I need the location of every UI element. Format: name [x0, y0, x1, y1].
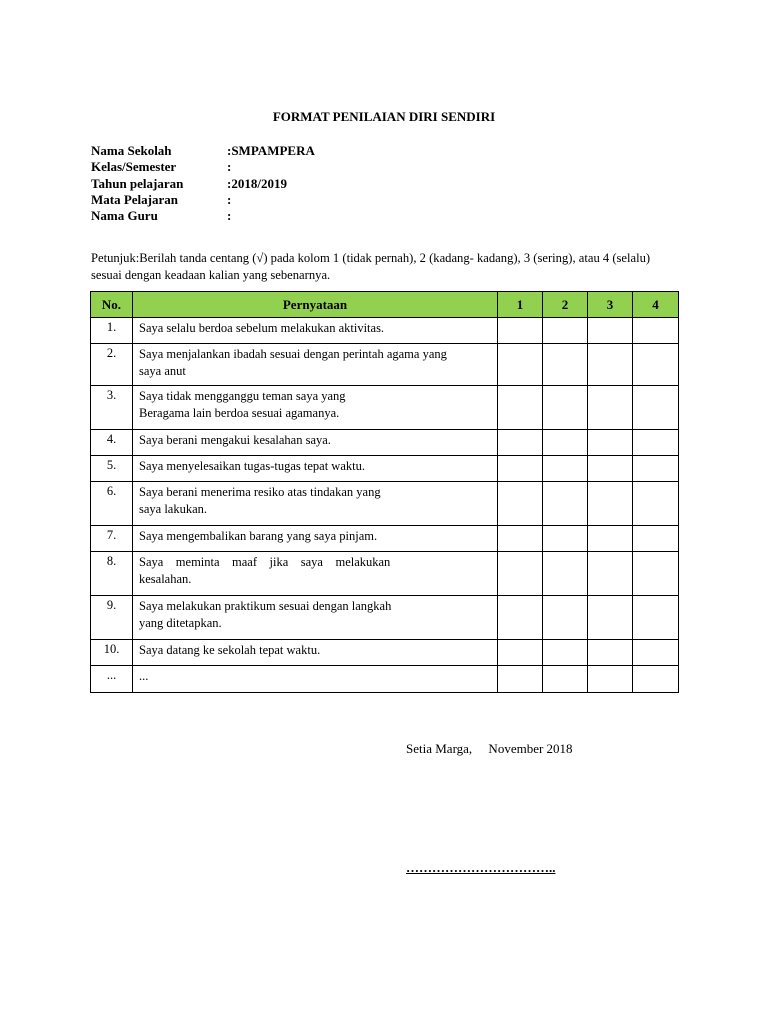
rating-cell[interactable]	[588, 526, 633, 552]
instructions: Petunjuk:Berilah tanda centang (√) pada kolom 1 (tidak pernah), 2 (kadang- kadang), 3 (sering), atau 4 (selalu) sesuai dengan keadaan kalian yang sebenarnya.	[91, 251, 651, 282]
row-number: 6.	[91, 482, 133, 526]
row-statement	[133, 430, 498, 456]
table-row	[91, 666, 679, 693]
info-row-nama-guru	[91, 208, 315, 224]
info-label: Mata Pelajaran	[91, 191, 179, 207]
rating-cell[interactable]	[498, 666, 543, 693]
rating-cell[interactable]	[633, 430, 679, 456]
rating-cell[interactable]	[543, 386, 588, 430]
rating-cell[interactable]	[633, 552, 679, 596]
rating-cell[interactable]	[588, 318, 633, 344]
info-value: :	[227, 159, 232, 175]
row-number: ...	[91, 666, 133, 693]
rating-cell[interactable]	[498, 456, 543, 482]
header-statement: Pernyataan	[133, 292, 498, 318]
table-row	[91, 386, 679, 430]
row-number: 5.	[91, 456, 133, 482]
rating-cell[interactable]	[633, 596, 679, 640]
rating-cell[interactable]	[588, 552, 633, 596]
statement-line: Saya meminta maaf jika saya melakukan	[139, 555, 391, 569]
table-row	[91, 482, 679, 526]
row-statement	[133, 482, 498, 526]
rating-cell[interactable]	[543, 456, 588, 482]
rating-cell[interactable]	[498, 386, 543, 430]
row-number: 9.	[91, 596, 133, 640]
statement-line: Saya melakukan praktikum sesuai dengan langkah	[139, 599, 392, 613]
row-number: 3.	[91, 386, 133, 430]
row-number: 4.	[91, 430, 133, 456]
rating-cell[interactable]	[633, 344, 679, 386]
table-header-row	[91, 292, 679, 318]
table-row	[91, 640, 679, 666]
rating-cell[interactable]	[498, 526, 543, 552]
row-statement	[133, 640, 498, 666]
rating-cell[interactable]	[588, 344, 633, 386]
statement-line: saya lakukan.	[139, 502, 208, 516]
rating-cell[interactable]	[543, 526, 588, 552]
statement-line: Saya berani menerima resiko atas tindakan yang	[139, 485, 381, 499]
rating-cell[interactable]	[543, 318, 588, 344]
table-row	[91, 430, 679, 456]
row-number: 2.	[91, 344, 133, 386]
rating-cell[interactable]	[588, 430, 633, 456]
statement-line: Beragama lain berdoa sesuai agamanya.	[139, 406, 340, 420]
rating-cell[interactable]	[588, 640, 633, 666]
statement-line: Saya selalu berdoa sebelum melakukan aktivitas.	[139, 321, 385, 335]
info-label: Nama Guru	[91, 208, 158, 224]
assessment-table	[90, 291, 679, 693]
statement-line: Saya tidak mengganggu teman saya yang	[139, 389, 346, 403]
header-col-4: 4	[633, 292, 679, 318]
rating-cell[interactable]	[543, 482, 588, 526]
signature-place-date: Setia Marga, November 2018	[406, 741, 573, 756]
statement-line: Saya berani mengakui kesalahan saya.	[139, 433, 331, 447]
rating-cell[interactable]	[543, 596, 588, 640]
statement-line: Saya datang ke sekolah tepat waktu.	[139, 643, 321, 657]
row-statement	[133, 344, 498, 386]
rating-cell[interactable]	[543, 344, 588, 386]
info-label: Nama Sekolah	[91, 143, 172, 158]
header-no: No.	[91, 292, 133, 318]
rating-cell[interactable]	[588, 482, 633, 526]
rating-cell[interactable]	[633, 456, 679, 482]
table-row	[91, 318, 679, 344]
rating-cell[interactable]	[633, 526, 679, 552]
info-row-kelas-semester	[91, 159, 315, 175]
row-statement	[133, 552, 498, 596]
info-row-nama-sekolah	[91, 143, 315, 159]
row-statement	[133, 386, 498, 430]
info-row-tahun-pelajaran	[91, 176, 315, 192]
row-statement	[133, 318, 498, 344]
info-value: :	[227, 208, 232, 224]
statement-line: ...	[139, 669, 149, 683]
rating-cell[interactable]	[588, 386, 633, 430]
header-col-3: 3	[588, 292, 633, 318]
rating-cell[interactable]	[498, 596, 543, 640]
rating-cell[interactable]	[633, 318, 679, 344]
row-number: 10.	[91, 640, 133, 666]
statement-line: kesalahan.	[139, 572, 192, 586]
statement-line: saya anut	[139, 364, 186, 378]
header-col-2: 2	[543, 292, 588, 318]
header-col-1: 1	[498, 292, 543, 318]
row-statement	[133, 526, 498, 552]
row-number: 1.	[91, 318, 133, 344]
statement-line: Saya menyelesaikan tugas-tugas tepat waktu.	[139, 459, 365, 473]
signature-line: ……………………………..	[406, 860, 556, 875]
rating-cell[interactable]	[633, 482, 679, 526]
rating-cell[interactable]	[498, 552, 543, 596]
document-title: FORMAT PENILAIAN DIRI SENDIRI	[272, 109, 496, 124]
table-row	[91, 456, 679, 482]
info-row-mata-pelajaran	[91, 192, 315, 208]
table-row	[91, 596, 679, 640]
rating-cell[interactable]	[498, 344, 543, 386]
rating-cell[interactable]	[498, 318, 543, 344]
row-statement	[133, 666, 498, 693]
row-number: 7.	[91, 526, 133, 552]
rating-cell[interactable]	[498, 640, 543, 666]
table-row	[91, 344, 679, 386]
info-label: Kelas/Semester	[91, 159, 177, 175]
info-value: :2018/2019	[227, 175, 287, 191]
statement-line: Saya mengembalikan barang yang saya pinjam.	[139, 529, 378, 543]
info-label: Tahun pelajaran	[91, 175, 184, 191]
rating-cell[interactable]	[588, 666, 633, 693]
statement-line: yang ditetapkan.	[139, 616, 222, 630]
rating-cell[interactable]	[543, 430, 588, 456]
row-statement	[133, 456, 498, 482]
rating-cell[interactable]	[633, 386, 679, 430]
statement-line: Saya menjalankan ibadah sesuai dengan perintah agama yang	[139, 347, 447, 361]
rating-cell[interactable]	[543, 666, 588, 693]
row-statement	[133, 596, 498, 640]
table-row	[91, 552, 679, 596]
rating-cell[interactable]	[633, 640, 679, 666]
rating-cell[interactable]	[498, 482, 543, 526]
info-value: :SMPAMPERA	[227, 143, 315, 158]
school-info	[91, 143, 315, 224]
table-row	[91, 526, 679, 552]
rating-cell[interactable]	[588, 596, 633, 640]
row-number: 8.	[91, 552, 133, 596]
rating-cell[interactable]	[543, 552, 588, 596]
rating-cell[interactable]	[588, 456, 633, 482]
rating-cell[interactable]	[498, 430, 543, 456]
rating-cell[interactable]	[543, 640, 588, 666]
info-value: :	[227, 191, 232, 207]
rating-cell[interactable]	[633, 666, 679, 693]
